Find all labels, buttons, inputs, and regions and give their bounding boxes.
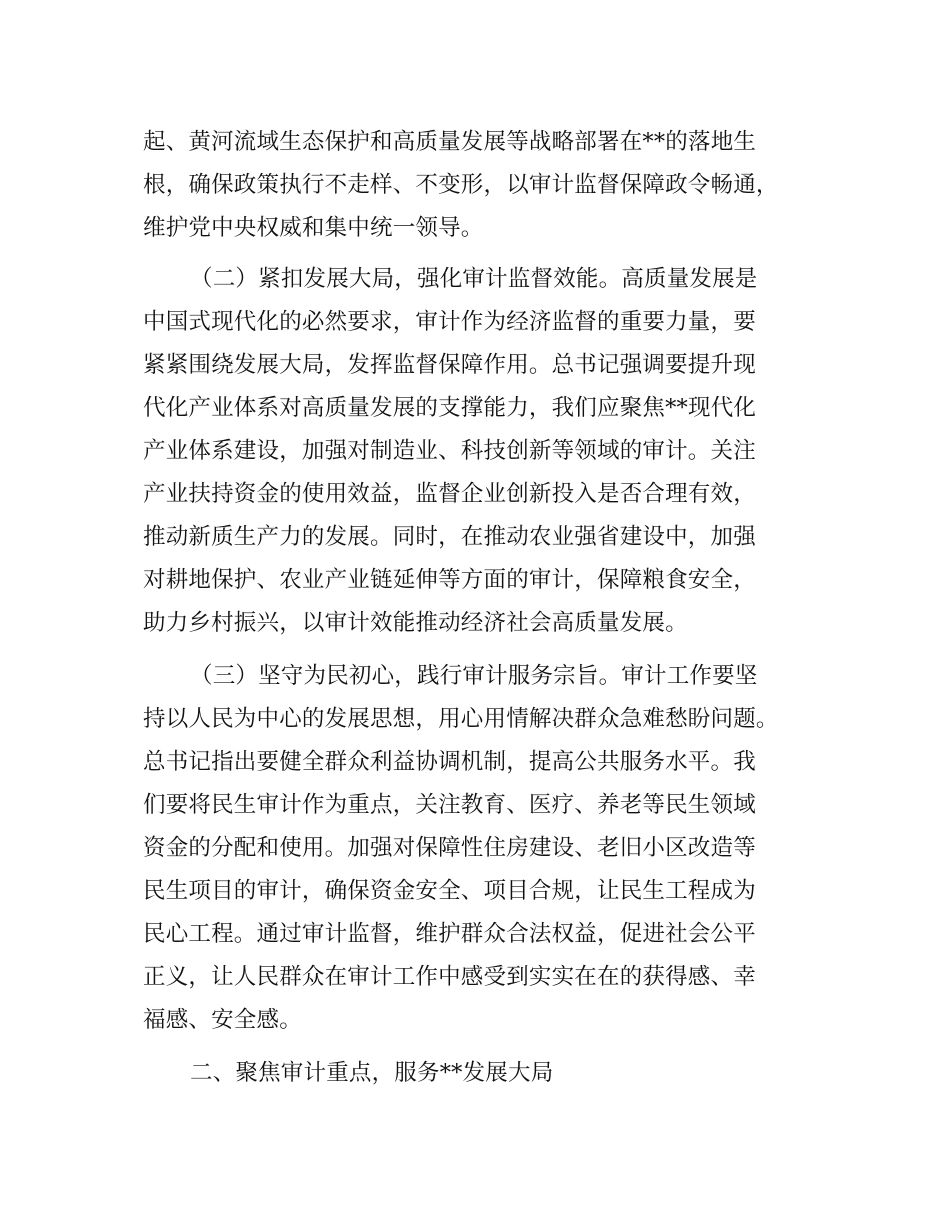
paragraph-2-line-6: 产业扶持资金的使用效益，监督企业创新投入是否合理有效， [143,481,756,507]
paragraph-3-line-7: 民心工程。通过审计监督，维护群众合法权益，促进社会公平 [143,921,756,947]
paragraph-intro-line-3: 维护党中央权威和集中统一领导。 [143,215,484,241]
paragraph-3-line-4: 们要将民生审计作为重点，关注教育、医疗、养老等民生领域 [143,792,756,818]
paragraph-3-line-1: （三）坚守为民初心，践行审计服务宗旨。审计工作要坚 [190,663,758,689]
paragraph-intro-line-2: 根，确保政策执行不走样、不变形，以审计监督保障政令畅通， [143,172,779,198]
paragraph-2-line-5: 产业体系建设，加强对制造业、科技创新等领域的审计。关注 [143,438,756,464]
paragraph-intro-line-1: 起、黄河流域生态保护和高质量发展等战略部署在**的落地生 [143,129,757,155]
paragraph-3-line-2: 持以人民为中心的发展思想，用心用情解决群众急难愁盼问题。 [143,706,779,732]
paragraph-2-line-7: 推动新质生产力的发展。同时，在推动农业强省建设中，加强 [143,524,756,550]
paragraph-3-line-5: 资金的分配和使用。加强对保障性住房建设、老旧小区改造等 [143,835,756,861]
paragraph-3-line-6: 民生项目的审计，确保资金安全、项目合规，让民生工程成为 [143,878,756,904]
paragraph-2-line-8: 对耕地保护、农业产业链延伸等方面的审计，保障粮食安全， [143,567,756,593]
paragraph-2-line-3: 紧紧围绕发展大局，发挥监督保障作用。总书记强调要提升现 [143,352,756,378]
paragraph-2-line-1: （二）紧扣发展大局，强化审计监督效能。高质量发展是 [190,266,758,292]
paragraph-3-line-3: 总书记指出要健全群众利益协调机制，提高公共服务水平。我 [143,749,756,775]
paragraph-3-line-8: 正义，让人民群众在审计工作中感受到实实在在的获得感、幸 [143,964,756,990]
paragraph-2-line-9: 助力乡村振兴，以审计效能推动经济社会高质量发展。 [143,610,688,636]
paragraph-2-line-4: 代化产业体系对高质量发展的支撑能力，我们应聚焦**现代化 [143,395,757,421]
paragraph-3-line-9: 福感、安全感。 [143,1007,302,1033]
section-heading: 二、聚焦审计重点，服务**发展大局 [190,1060,554,1086]
paragraph-2-line-2: 中国式现代化的必然要求，审计作为经济监督的重要力量，要 [143,309,756,335]
